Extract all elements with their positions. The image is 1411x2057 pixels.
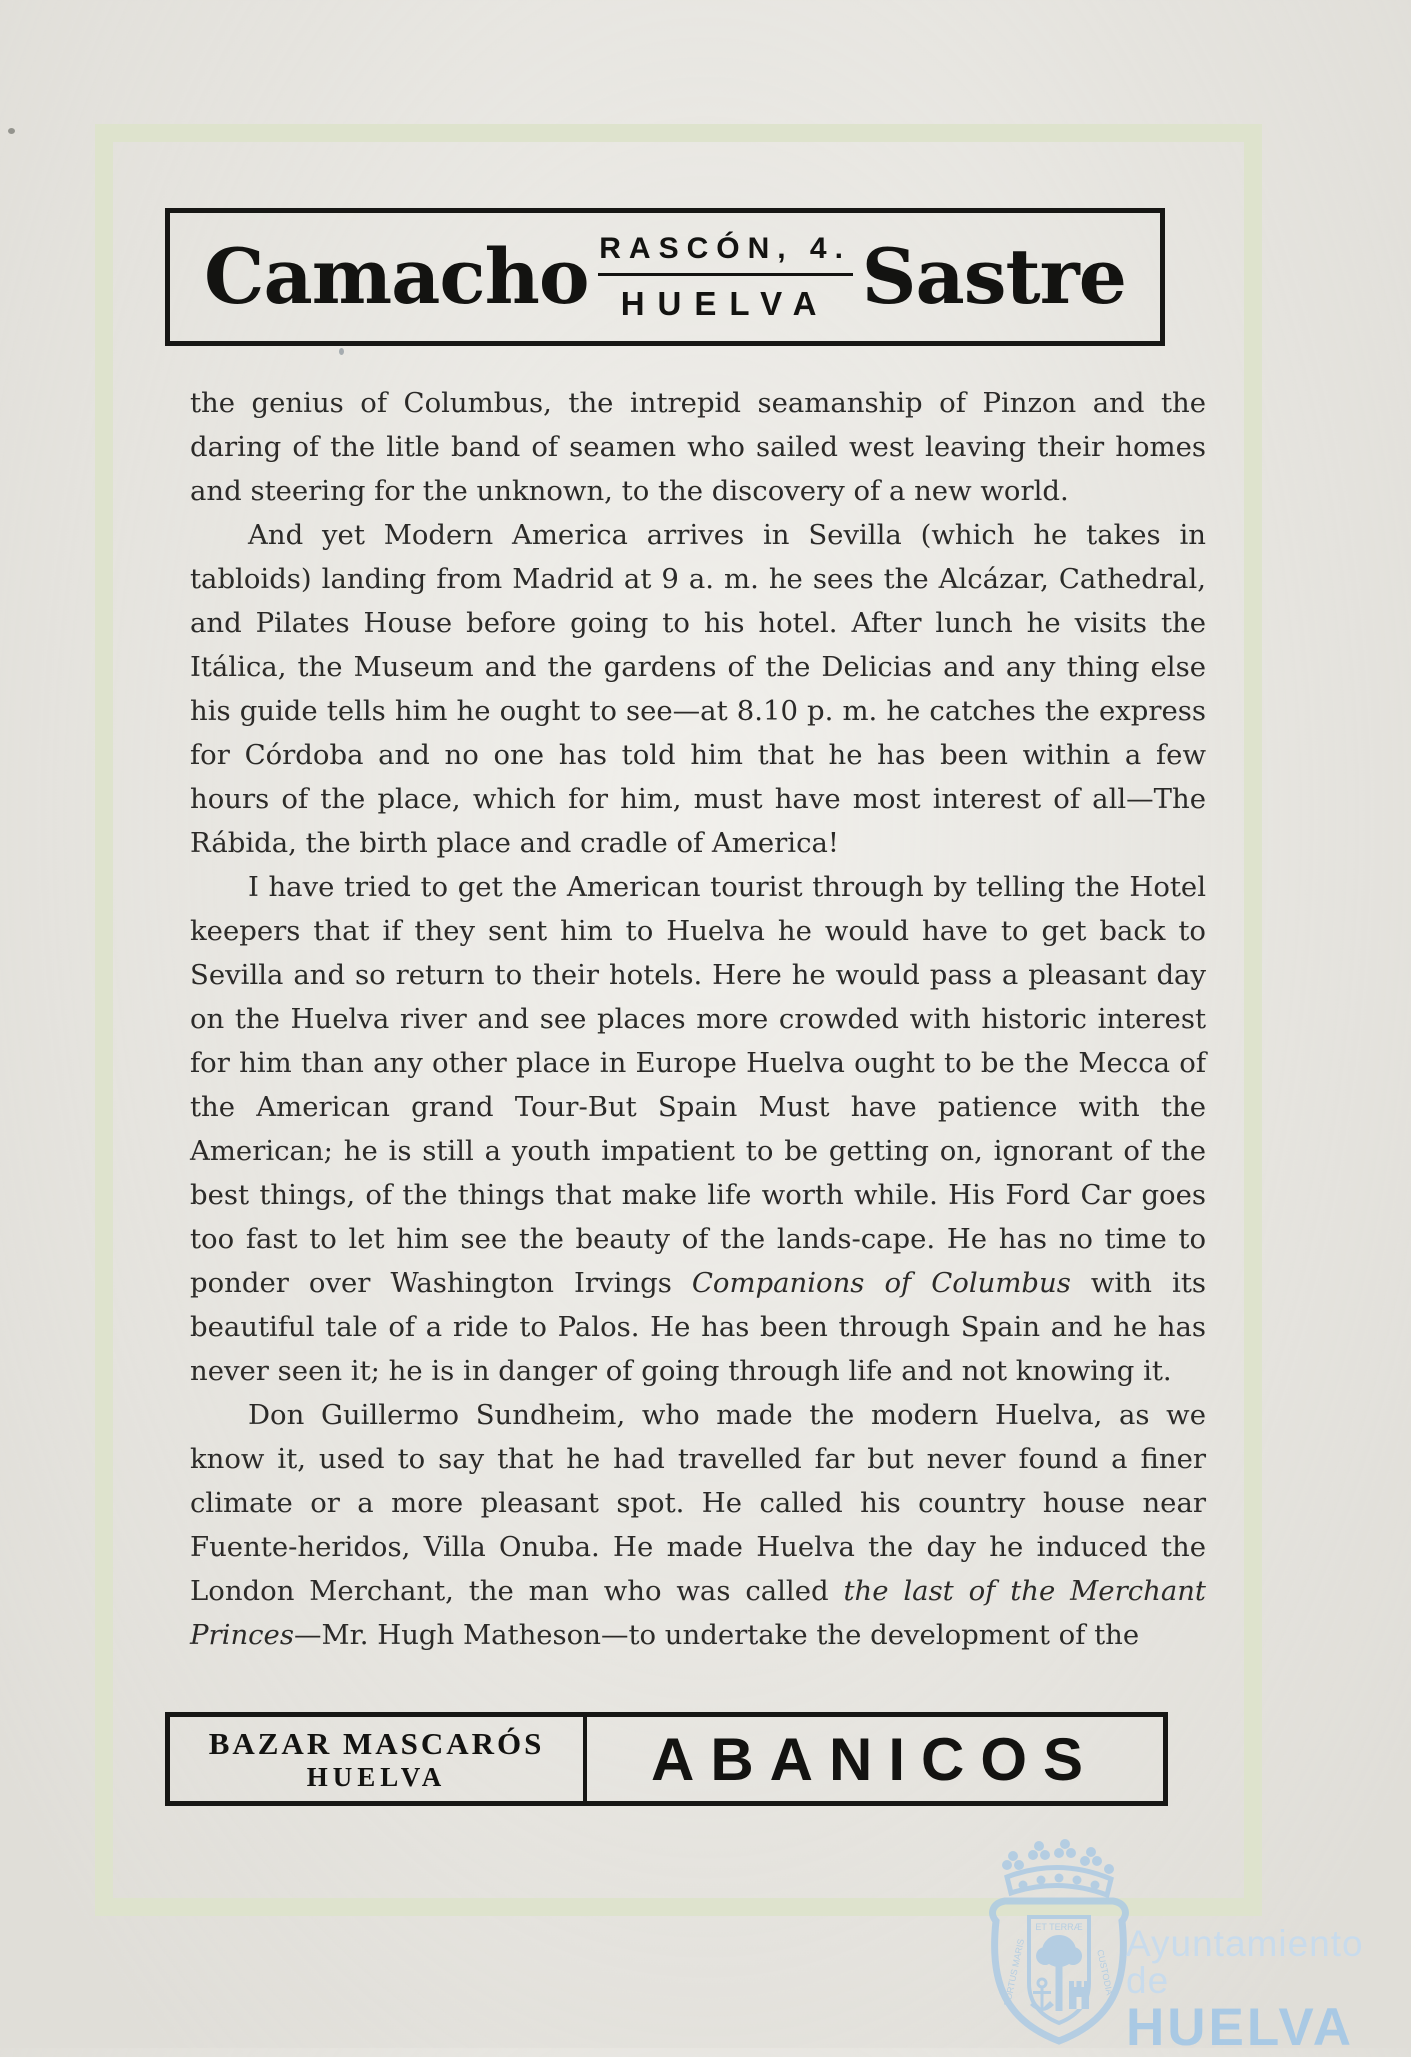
top-advert-trade: Sastre: [861, 232, 1126, 321]
crest-motto-left: PORTUS MARIS: [1002, 1937, 1027, 2007]
top-advert-address: [598, 232, 853, 323]
paragraph: Don Guillermo Sundheim, who made the modern Huelva, as we know it, used to say that he had travelled far but never found a finer climate or a more pleasant spot. He called his country house near Fuente-heridos, Villa Onuba. He made Huelva the day he induced the London Merchant, the man who was called the last of the Merchant Princes—Mr. Hugh Matheson—to undertake the development of the: [190, 1399, 1206, 1651]
top-advert-brand: Camacho: [204, 232, 589, 321]
crest-motto-right: CUSTODIA: [1095, 1948, 1115, 1997]
scan-speck: [8, 128, 15, 134]
top-advert-divider-rule: [598, 273, 853, 276]
article-text: [190, 381, 1206, 1657]
huelva-crest-icon: [983, 1835, 1135, 2047]
bottom-advert-shop-name: BAZAR MASCARÓS: [208, 1725, 545, 1761]
crest-motto-top: ET TERRÆ: [1035, 1922, 1083, 1932]
bottom-advert-shop: [170, 1717, 587, 1801]
paragraph: the genius of Columbus, the intrepid seamanship of Pinzon and the daring of the litle band of seamen who sailed west leaving their homes and steering for the unknown, to the discovery of a new world.: [190, 387, 1206, 507]
top-advert-box: [165, 208, 1165, 346]
watermark-wordmark: [1126, 1923, 1411, 2057]
bottom-advert-box: [165, 1712, 1168, 1806]
paragraph: And yet Modern America arrives in Sevilla (which he takes in tabloids) landing from Madrid at 9 a. m. he sees the Alcázar, Cathedral, and Pilates House before going to his hotel. After lunch he visits the Itálica, the Museum and the gardens of the Delicias and any thing else his guide tells him he ought to see—at 8.10 p. m. he catches the express for Córdoba and no one has told him that he has been within a few hours of the place, which for him, must have most interest of all—The Rábida, the birth place and cradle of America!: [190, 519, 1206, 859]
bottom-advert-shop-city: HUELVA: [306, 1761, 447, 1792]
bottom-advert-product: ABANICOS: [651, 1725, 1100, 1793]
top-advert-street: RASCÓN, 4.: [599, 231, 851, 265]
watermark-org-name: Ayuntamiento de: [1126, 1923, 1364, 2001]
paragraph: I have tried to get the American tourist through by telling the Hotel keepers that if they sent him to Huelva he would have to get back to Sevilla and so return to their hotels. Here he would pass a pleasant day on the Huelva river and see places more crowded with historic interest for him than any other place in Europe Huelva ought to be the Mecca of the American grand Tour-But Spain Must have patience with the American; he is still a youth impatient to be getting on, ignorant of the best things, of the things that make life worth while. His Ford Car goes too fast to let him see the beauty of the lands-cape. He has no time to ponder over Washington Irvings Companions of Columbus with its beautiful tale of a ride to Palos. He has been through Spain and he has never seen it; he is in danger of going through life and not knowing it.: [190, 871, 1206, 1387]
watermark-city-name: HUELVA: [1126, 1998, 1355, 2057]
top-advert-city: HUELVA: [620, 284, 830, 322]
